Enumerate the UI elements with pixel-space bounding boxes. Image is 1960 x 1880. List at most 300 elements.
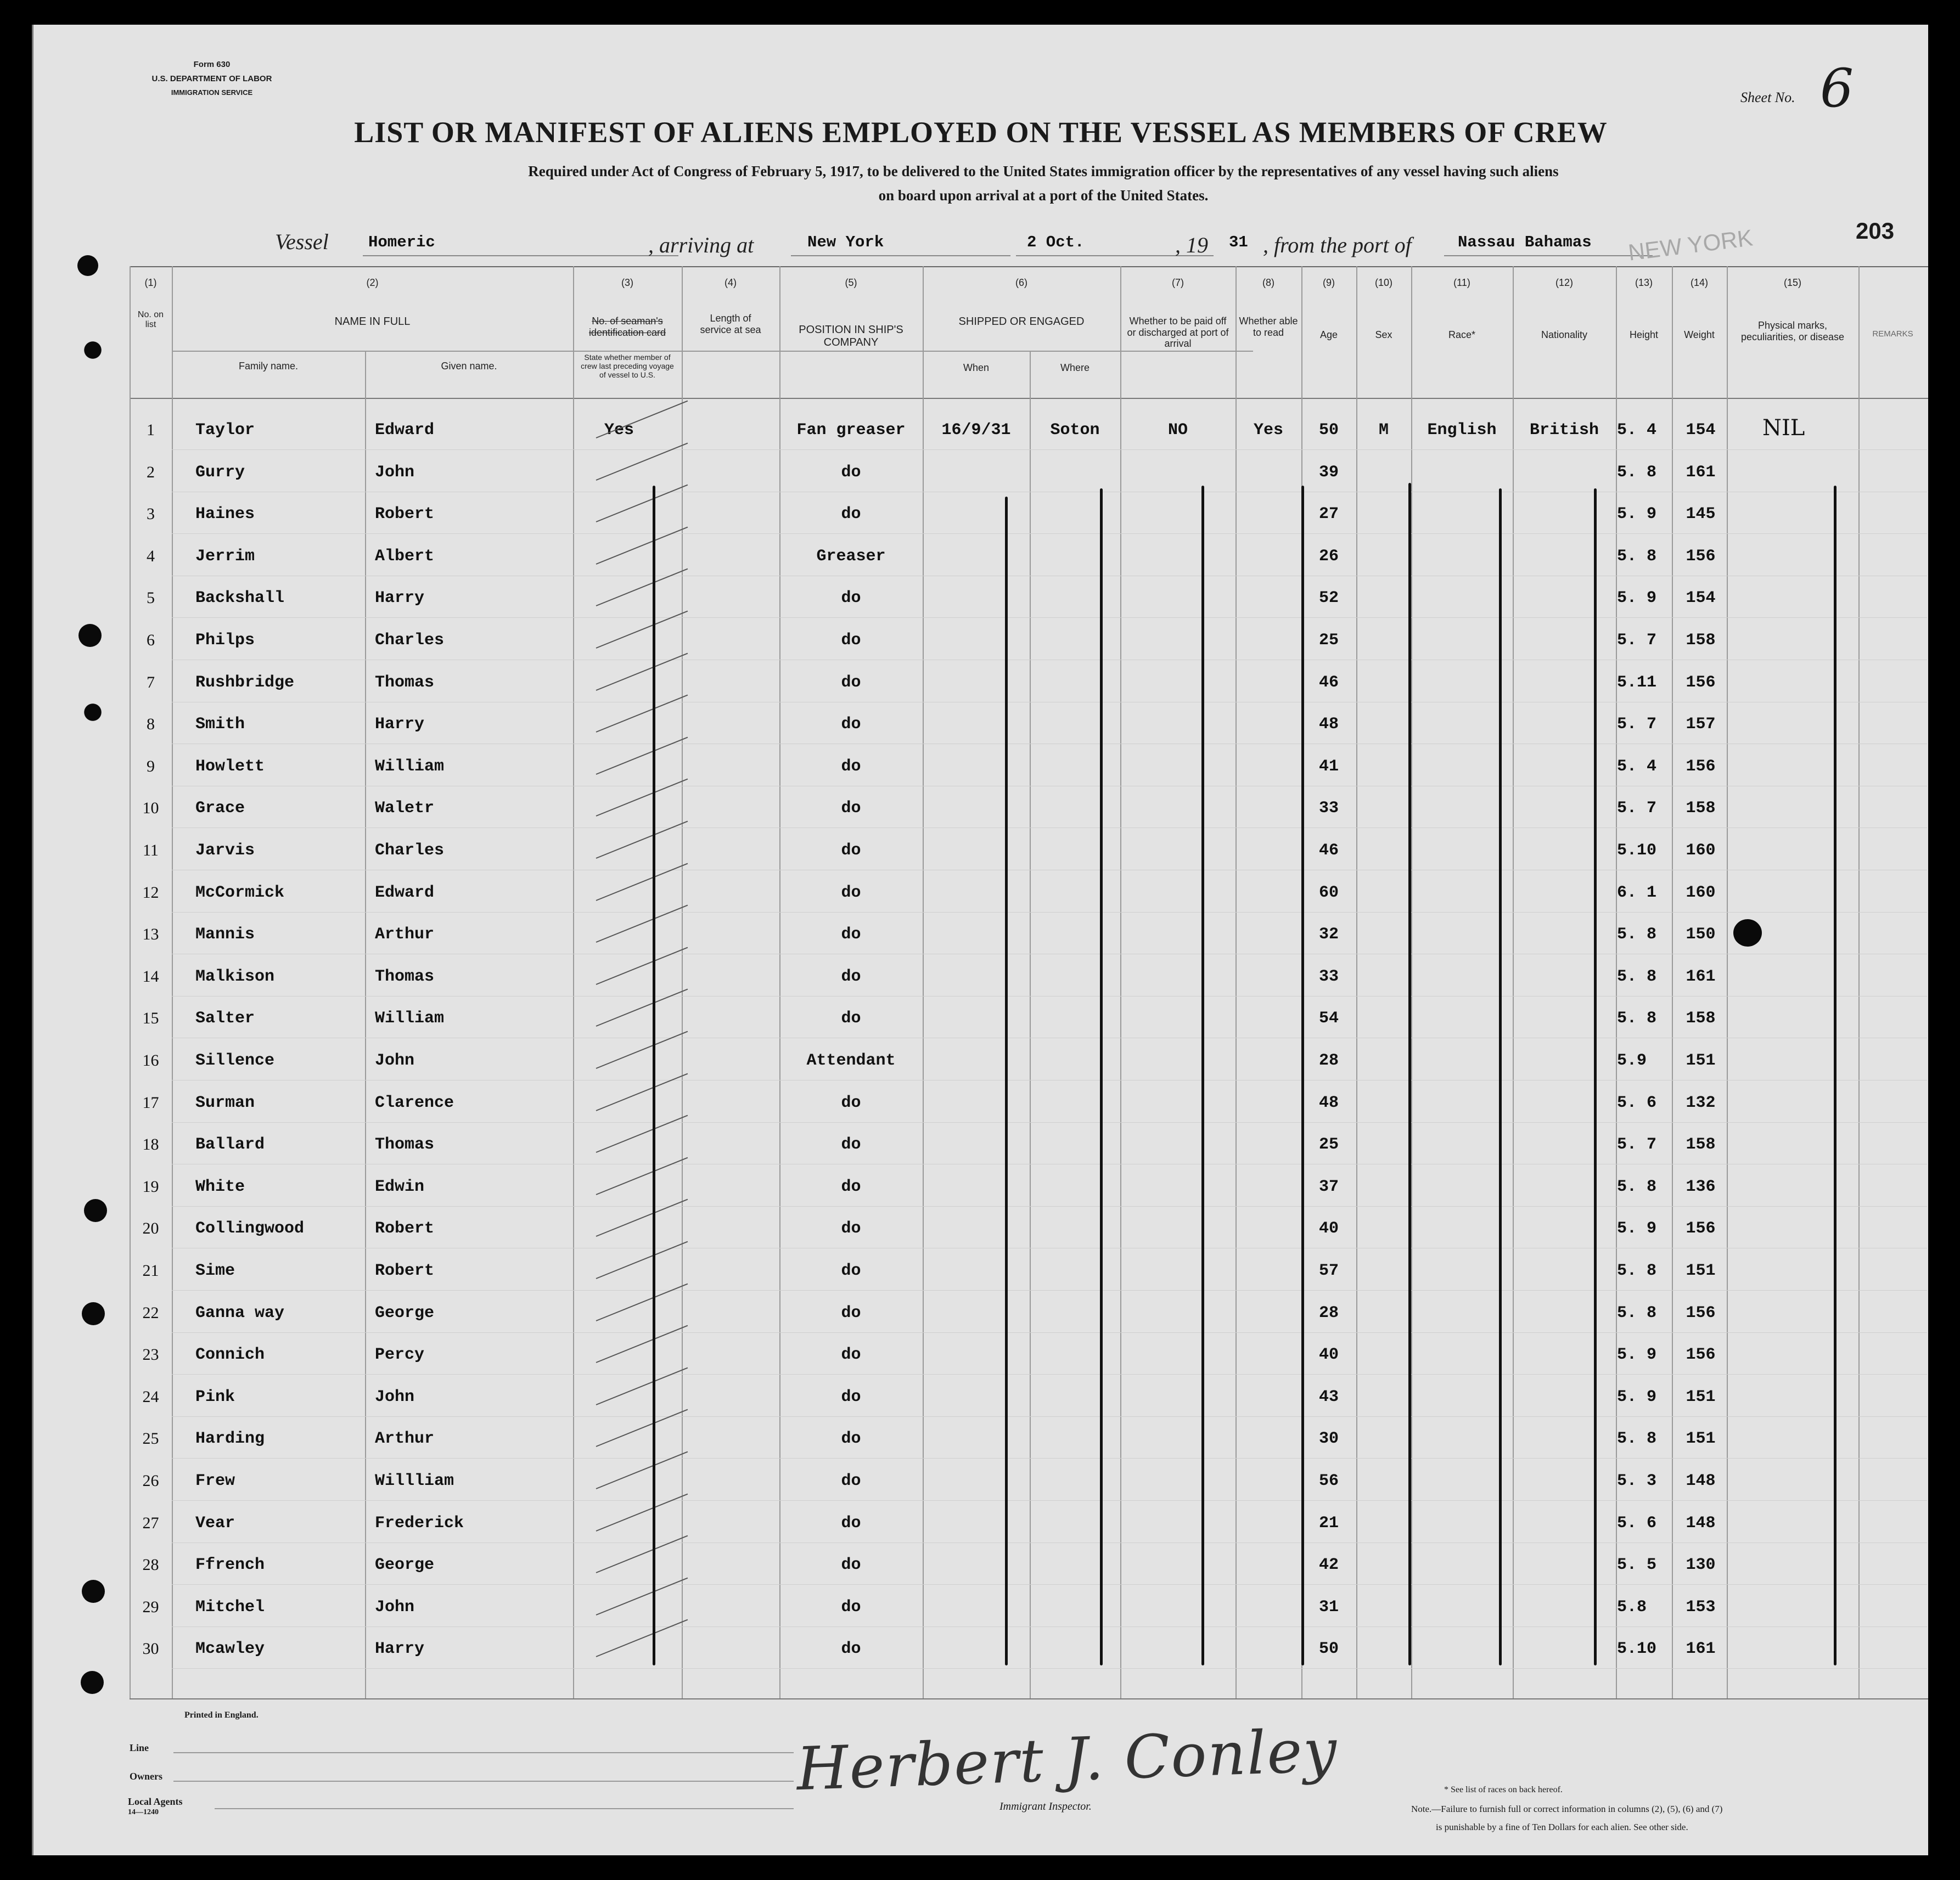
check-mark <box>596 652 688 690</box>
cell-age: 42 <box>1318 1556 1339 1575</box>
check-mark <box>596 1283 688 1321</box>
col8-number: (8) <box>1262 277 1274 288</box>
cell-height: 5. 9 <box>1617 1219 1657 1239</box>
cell-position: do <box>841 589 861 608</box>
cell-height: 5. 8 <box>1617 463 1657 482</box>
race-note: * See list of races on back hereof. <box>1444 1785 1563 1794</box>
col7-header: Whether to be paid off or discharged at port of arrival <box>1127 316 1229 350</box>
form-number: Form 630 <box>193 60 231 69</box>
cell-height: 5. 8 <box>1617 925 1657 944</box>
cell-family: Grace <box>195 799 245 818</box>
check-mark <box>596 1409 688 1447</box>
cell-weight: 158 <box>1686 799 1716 818</box>
check-mark <box>596 485 688 522</box>
cell-no: 8 <box>147 715 155 734</box>
check-mark <box>596 1619 688 1657</box>
cell-given: Arthur <box>375 1429 435 1449</box>
cell-height: 5. 5 <box>1617 1556 1657 1575</box>
col11-number: (11) <box>1453 277 1470 288</box>
cell-no: 25 <box>142 1429 159 1448</box>
row-rule <box>172 912 1927 913</box>
cell-given: Albert <box>375 547 435 566</box>
line-label: Line <box>130 1742 149 1753</box>
col12-header: Nationality <box>1541 329 1588 340</box>
cell-family: Smith <box>195 715 245 734</box>
ink-blot <box>1733 919 1762 947</box>
check-mark <box>596 736 688 774</box>
owners-label: Owners <box>130 1771 162 1782</box>
cell-position: do <box>841 1009 861 1028</box>
cell-height: 5. 9 <box>1617 1346 1657 1365</box>
cell-no: 20 <box>142 1219 159 1238</box>
cell-position: do <box>841 1219 861 1239</box>
local-agents-label: Local Agents <box>128 1796 183 1807</box>
cell-height: 5. 8 <box>1617 547 1657 566</box>
cell-age: 41 <box>1318 757 1339 776</box>
col2-number: (2) <box>366 277 379 288</box>
check-mark <box>596 779 688 817</box>
cell-height: 5.10 <box>1617 841 1657 860</box>
row-rule <box>172 1122 1927 1123</box>
cell-age: 39 <box>1318 463 1339 482</box>
cell-no: 11 <box>143 841 159 859</box>
cell-given: George <box>375 1303 435 1322</box>
cell-no: 10 <box>142 799 159 818</box>
row-rule <box>172 1332 1927 1333</box>
cell-weight: 158 <box>1686 1009 1716 1028</box>
from-label: , from the port of <box>1263 233 1412 257</box>
vessel-name: Homeric <box>368 233 435 251</box>
cell-position: do <box>841 715 861 734</box>
cell-position: do <box>841 463 861 482</box>
remarks-header: REMARKS <box>1872 329 1913 339</box>
cell-family: Collingwood <box>195 1219 305 1239</box>
cell-no: 26 <box>142 1472 159 1490</box>
cell-given: Thomas <box>375 1135 435 1155</box>
ditto-mark <box>1201 486 1204 1665</box>
cell-height: 5. 9 <box>1617 1387 1657 1406</box>
punch-hole <box>82 1580 105 1603</box>
cell-family: Mcawley <box>195 1640 265 1659</box>
penalty-note-line1: Note.—Failure to furnish full or correct information in columns (2), (5), (6) and (7) <box>1411 1804 1723 1814</box>
cell-weight: 145 <box>1686 505 1716 524</box>
cell-family: Jarvis <box>195 841 255 860</box>
cell-given: Percy <box>375 1346 425 1365</box>
cell-given: Harry <box>375 589 425 608</box>
cell-height: 5. 8 <box>1617 967 1657 986</box>
col12-number: (12) <box>1555 277 1573 288</box>
cell-weight: 157 <box>1686 715 1716 734</box>
cell-no: 2 <box>147 463 155 481</box>
cell-given: Frederick <box>375 1513 464 1533</box>
cell-weight: 151 <box>1686 1429 1716 1449</box>
cell-age: 40 <box>1318 1346 1339 1365</box>
cell-given: John <box>375 1597 415 1617</box>
check-mark <box>596 695 688 733</box>
check-mark <box>596 442 688 480</box>
cell-given: Thomas <box>375 967 435 986</box>
cell-position: do <box>841 1262 861 1280</box>
cell-height: 5.8 <box>1617 1597 1647 1617</box>
cell-age: 32 <box>1318 925 1339 944</box>
cell-weight: 154 <box>1686 421 1716 440</box>
penalty-note-line2: is punishable by a fine of Ten Dollars for each alien. See other side. <box>1436 1822 1688 1832</box>
ditto-mark <box>1005 497 1008 1665</box>
col4-number: (4) <box>725 277 737 288</box>
row-rule <box>172 1626 1927 1627</box>
cell-family: Ffrench <box>195 1556 265 1575</box>
cell-family: Ballard <box>195 1135 265 1155</box>
col5-header: POSITION IN SHIP'S COMPANY <box>799 324 903 348</box>
cell-no: 28 <box>142 1556 159 1574</box>
punch-hole <box>84 1199 107 1222</box>
cell-no: 18 <box>142 1135 159 1154</box>
cell-age: 60 <box>1318 883 1339 902</box>
cell-no: 27 <box>142 1513 159 1532</box>
cell-family: Harding <box>195 1429 265 1449</box>
col13-number: (13) <box>1635 277 1653 288</box>
cell-height: 5. 7 <box>1617 715 1657 734</box>
punch-hole <box>78 339 102 362</box>
cell-position: do <box>841 1472 861 1490</box>
cell-age: 33 <box>1318 967 1339 986</box>
cell-age: 28 <box>1318 1051 1339 1070</box>
cell-no: 4 <box>147 547 155 565</box>
cell-position: do <box>841 757 861 776</box>
row-rule <box>172 996 1927 997</box>
cell-when: 16/9/31 <box>941 421 1011 440</box>
cell-given: Charles <box>375 631 445 650</box>
col3-number: (3) <box>621 277 633 288</box>
check-mark <box>596 1535 688 1573</box>
cell-age: 57 <box>1318 1262 1339 1280</box>
cell-card: Yes <box>604 421 634 440</box>
check-mark <box>596 1241 688 1279</box>
cell-family: Salter <box>195 1009 255 1028</box>
check-mark <box>596 1157 688 1195</box>
col9-header: Age <box>1319 329 1338 340</box>
col13-header: Height <box>1629 329 1659 340</box>
cell-position: do <box>841 1556 861 1575</box>
cell-age: 50 <box>1318 421 1339 440</box>
row-rule <box>172 1206 1927 1207</box>
cell-nationality: British <box>1529 421 1599 440</box>
cell-age: 26 <box>1318 547 1339 566</box>
cell-family: Rushbridge <box>195 673 295 692</box>
check-mark <box>596 1115 688 1153</box>
cell-given: William <box>375 757 445 776</box>
cell-weight: 154 <box>1686 589 1716 608</box>
cell-height: 5. 6 <box>1617 1513 1657 1533</box>
cell-weight: 156 <box>1686 1303 1716 1322</box>
cell-height: 5. 4 <box>1617 421 1657 440</box>
cell-age: 48 <box>1318 1093 1339 1112</box>
cell-weight: 151 <box>1686 1262 1716 1280</box>
cell-family: Backshall <box>195 589 285 608</box>
cell-family: McCormick <box>195 883 285 902</box>
row-rule <box>172 1458 1927 1459</box>
page-number: 203 <box>1856 218 1895 244</box>
cell-height: 5. 9 <box>1617 589 1657 608</box>
col8-header: Whether able to read <box>1239 316 1298 338</box>
cell-weight: 160 <box>1686 883 1716 902</box>
cell-family: Connich <box>195 1346 265 1365</box>
check-mark <box>596 1325 688 1363</box>
cell-age: 43 <box>1318 1387 1339 1406</box>
cell-age: 48 <box>1318 715 1339 734</box>
cell-given: Charles <box>375 841 445 860</box>
cell-given: Clarence <box>375 1093 454 1112</box>
cell-position: do <box>841 841 861 860</box>
col10-header: Sex <box>1375 329 1392 340</box>
check-mark <box>596 1577 688 1615</box>
cell-age: 33 <box>1318 799 1339 818</box>
cell-height: 5.11 <box>1617 673 1657 692</box>
cell-age: 31 <box>1318 1597 1339 1617</box>
cell-height: 5. 9 <box>1617 505 1657 524</box>
cell-weight: 153 <box>1686 1597 1716 1617</box>
cell-age: 50 <box>1318 1640 1339 1659</box>
cell-no: 24 <box>142 1387 159 1406</box>
punch-hole <box>78 624 102 647</box>
cell-family: Mannis <box>195 925 255 944</box>
cell-weight: 156 <box>1686 673 1716 692</box>
cell-given: Edward <box>375 421 435 440</box>
cell-no: 29 <box>142 1597 159 1616</box>
check-mark <box>596 1199 688 1237</box>
cell-position: do <box>841 1303 861 1322</box>
col11-header: Race* <box>1448 329 1476 340</box>
cell-position: do <box>841 883 861 902</box>
check-mark <box>596 821 688 859</box>
col5-number: (5) <box>845 277 857 288</box>
punch-hole <box>77 255 98 276</box>
cell-height: 5. 8 <box>1617 1009 1657 1028</box>
subtitle-line1: Required under Act of Congress of February 5, 1917, to be delivered to the United States immigration officer by the representatives of any vessel having such aliens <box>528 163 1559 179</box>
cell-age: 30 <box>1318 1429 1339 1449</box>
cell-no: 5 <box>147 589 155 607</box>
cell-weight: 161 <box>1686 463 1716 482</box>
col3-struck-header: No. of seaman's identification card <box>588 316 666 338</box>
col6-header: SHIPPED OR ENGAGED <box>958 316 1085 328</box>
cell-given: Thomas <box>375 673 435 692</box>
cell-weight: 148 <box>1686 1472 1716 1490</box>
sheet-label: Sheet No. <box>1740 89 1795 105</box>
cell-no: 12 <box>142 883 159 902</box>
cell-family: Malkison <box>195 967 275 986</box>
cell-height: 5. 7 <box>1617 631 1657 650</box>
ditto-mark <box>1100 488 1103 1665</box>
arrival-port: New York <box>807 233 884 251</box>
cell-position: do <box>841 1640 861 1659</box>
cell-height: 6. 1 <box>1617 883 1657 902</box>
check-mark <box>596 568 688 606</box>
col6-number: (6) <box>1015 277 1027 288</box>
cell-read: Yes <box>1253 421 1283 440</box>
cell-height: 5. 8 <box>1617 1429 1657 1449</box>
cell-race: English <box>1427 421 1497 440</box>
cell-position: do <box>841 1346 861 1365</box>
cell-age: 25 <box>1318 1135 1339 1155</box>
cell-family: Mitchel <box>195 1597 265 1617</box>
ditto-mark <box>1301 486 1304 1665</box>
cell-family: White <box>195 1177 245 1196</box>
cell-weight: 161 <box>1686 1640 1716 1659</box>
cell-given: George <box>375 1556 435 1575</box>
col2b-header: Given name. <box>441 361 497 372</box>
cell-family: Sillence <box>195 1051 275 1070</box>
cell-family: Surman <box>195 1093 255 1112</box>
cell-position: Fan greaser <box>796 421 906 440</box>
col2-header: NAME IN FULL <box>334 316 411 328</box>
inspector-label: Immigrant Inspector. <box>999 1800 1092 1813</box>
cell-age: 52 <box>1318 589 1339 608</box>
check-mark <box>596 989 688 1027</box>
agents-code: 14—1240 <box>128 1808 159 1816</box>
cell-height: 5. 6 <box>1617 1093 1657 1112</box>
cell-no: 21 <box>142 1262 159 1280</box>
cell-no: 13 <box>142 925 159 944</box>
departure-port: Nassau Bahamas <box>1458 233 1592 251</box>
ditto-mark <box>1834 486 1837 1665</box>
cell-weight: 130 <box>1686 1556 1716 1575</box>
cell-family: Philps <box>195 631 255 650</box>
cell-weight: 148 <box>1686 1513 1716 1533</box>
row-rule <box>172 1290 1927 1291</box>
cell-no: 9 <box>147 757 155 775</box>
cell-family: Ganna way <box>195 1303 285 1322</box>
cell-position: Attendant <box>806 1051 896 1070</box>
cell-where: Soton <box>1050 421 1100 440</box>
department: U.S. DEPARTMENT OF LABOR <box>151 74 272 83</box>
cell-given: Waletr <box>375 799 435 818</box>
cell-position: do <box>841 631 861 650</box>
cell-height: 5. 4 <box>1617 757 1657 776</box>
col10-number: (10) <box>1374 277 1392 288</box>
col15-header: Physical marks, peculiarities, or disease <box>1740 320 1845 342</box>
year-prefix: , 19 <box>1175 233 1208 257</box>
service: IMMIGRATION SERVICE <box>171 88 253 97</box>
vessel-label: Vessel <box>275 229 329 254</box>
col6b-header: Where <box>1060 362 1089 373</box>
cell-position: do <box>841 1429 861 1449</box>
row-rule <box>172 1668 1927 1669</box>
cell-given: Robert <box>375 1262 435 1280</box>
cell-given: Harry <box>375 1640 425 1659</box>
cell-position: do <box>841 673 861 692</box>
cell-family: Vear <box>195 1513 235 1533</box>
check-mark <box>596 611 688 649</box>
cell-position: do <box>841 925 861 944</box>
cell-weight: 151 <box>1686 1051 1716 1070</box>
cell-no: 3 <box>147 505 155 524</box>
cell-weight: 156 <box>1686 1346 1716 1365</box>
cell-weight: 156 <box>1686 547 1716 566</box>
col1-header: No. on list <box>137 310 164 330</box>
col14-number: (14) <box>1690 277 1708 288</box>
cell-weight: 151 <box>1686 1387 1716 1406</box>
cell-no: 16 <box>142 1051 159 1070</box>
cell-position: do <box>841 967 861 986</box>
cell-no: 30 <box>142 1640 159 1658</box>
cell-height: 5. 8 <box>1617 1177 1657 1196</box>
col2a-header: Family name. <box>238 361 299 372</box>
cell-family: Frew <box>195 1472 235 1490</box>
cell-position: do <box>841 1597 861 1617</box>
cell-height: 5.10 <box>1617 1640 1657 1659</box>
printed-in: Printed in England. <box>184 1710 259 1720</box>
cell-no: 14 <box>142 967 159 986</box>
ditto-mark <box>1408 483 1411 1665</box>
check-mark <box>596 526 688 564</box>
col7-number: (7) <box>1172 277 1184 288</box>
year: 31 <box>1229 233 1248 251</box>
cell-age: 56 <box>1318 1472 1339 1490</box>
check-mark <box>596 1367 688 1405</box>
arrival-date: 2 Oct. <box>1027 233 1085 251</box>
col1-number: (1) <box>144 277 157 288</box>
cell-no: 6 <box>147 631 155 649</box>
cell-marks: NIL <box>1762 415 1805 441</box>
cell-position: do <box>841 1387 861 1406</box>
col3-header: State whether member of crew last preceding voyage of vessel to U.S. <box>581 353 674 380</box>
cell-weight: 160 <box>1686 841 1716 860</box>
arriving-label: , arriving at <box>648 233 754 257</box>
cell-position: do <box>841 1135 861 1155</box>
cell-age: 40 <box>1318 1219 1339 1239</box>
row-rule <box>172 1500 1927 1501</box>
check-mark <box>596 1073 688 1111</box>
cell-height: 5. 3 <box>1617 1472 1657 1490</box>
row-rule <box>172 533 1927 534</box>
cell-position: do <box>841 505 861 524</box>
cell-position: Greaser <box>816 547 886 566</box>
ditto-mark <box>653 486 655 1665</box>
cell-weight: 156 <box>1686 1219 1716 1239</box>
col4-header: Length of service at sea <box>700 313 761 335</box>
cell-age: 21 <box>1318 1513 1339 1533</box>
cell-age: 46 <box>1318 841 1339 860</box>
cell-given: John <box>375 1051 415 1070</box>
cell-given: John <box>375 1387 415 1406</box>
check-mark <box>596 1031 688 1069</box>
col15-number: (15) <box>1783 277 1801 288</box>
sheet-number: 6 <box>1820 58 1854 119</box>
check-mark <box>596 905 688 943</box>
col14-header: Weight <box>1684 329 1715 340</box>
cell-paid-off: NO <box>1167 421 1188 440</box>
cell-given: Willliam <box>375 1472 454 1490</box>
check-mark <box>596 1451 688 1489</box>
cell-age: 28 <box>1318 1303 1339 1322</box>
cell-given: Arthur <box>375 925 435 944</box>
cell-given: Edward <box>375 883 435 902</box>
cell-no: 17 <box>142 1093 159 1112</box>
cell-weight: 161 <box>1686 967 1716 986</box>
cell-age: 25 <box>1318 631 1339 650</box>
punch-hole <box>78 701 102 724</box>
cell-height: 5. 7 <box>1617 799 1657 818</box>
cell-given: John <box>375 463 415 482</box>
punch-hole <box>81 1671 104 1694</box>
page-title: LIST OR MANIFEST OF ALIENS EMPLOYED ON THE VESSEL AS MEMBERS OF CREW <box>354 116 1608 149</box>
cell-height: 5. 8 <box>1617 1262 1657 1280</box>
cell-given: Edwin <box>375 1177 425 1196</box>
cell-given: William <box>375 1009 445 1028</box>
row-rule <box>172 449 1927 450</box>
cell-family: Sime <box>195 1262 235 1280</box>
cell-no: 19 <box>142 1177 159 1196</box>
